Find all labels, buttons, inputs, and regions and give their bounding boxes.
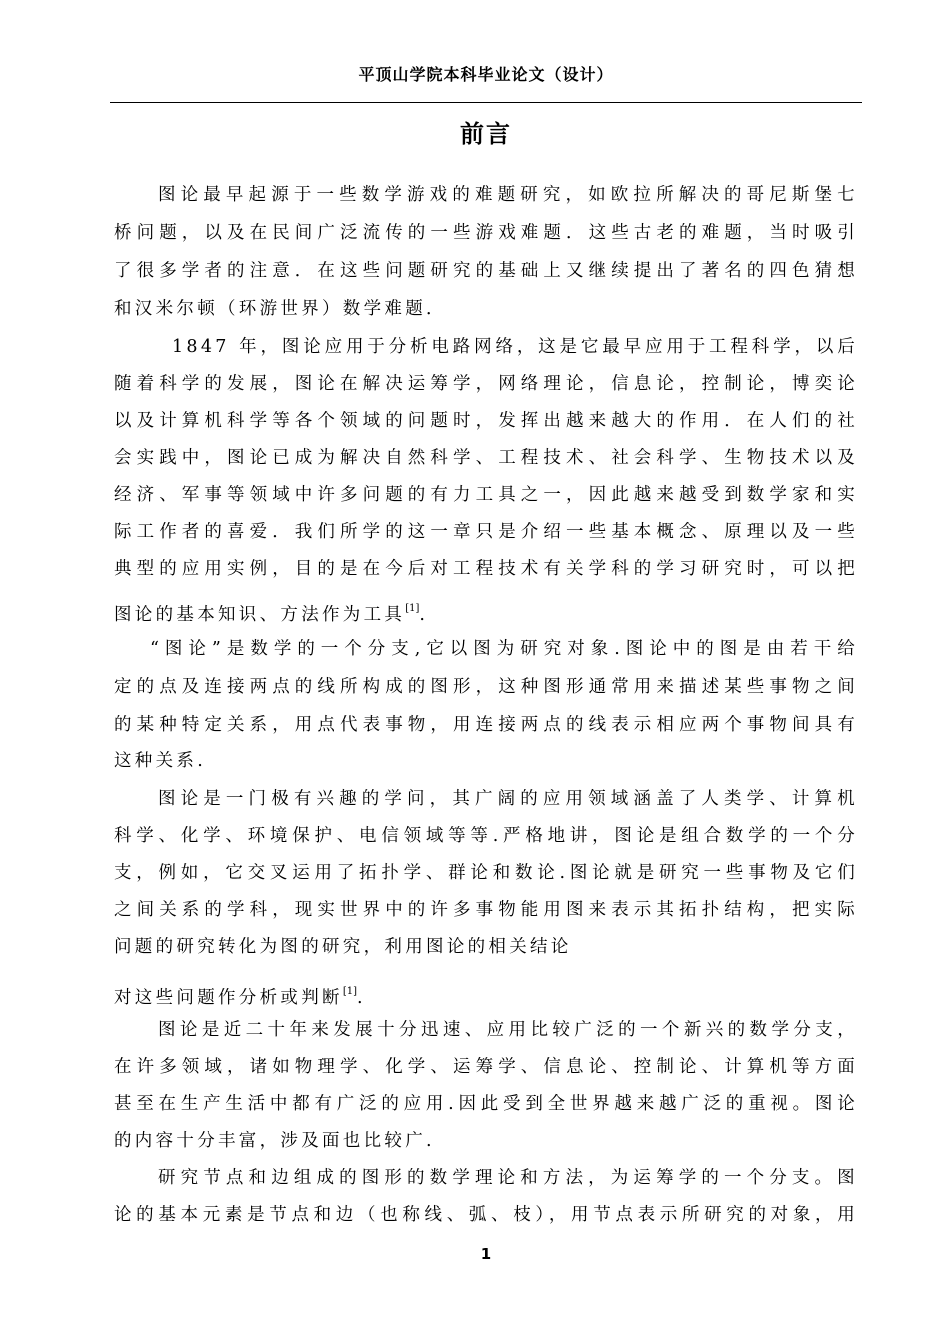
citation-marker: [1] — [342, 986, 357, 997]
text-line: 经济、军事等领域中许多问题的有力工具之一，因此越来越受到数学家和实 — [114, 485, 858, 505]
text-line: 图论是一门极有兴趣的学问，其广阔的应用领域涵盖了人类学、计算机 — [158, 789, 858, 809]
text-line: 图论最早起源于一些数学游戏的难题研究，如欧拉所解决的哥尼斯堡七 — [158, 185, 858, 205]
text-line: 和汉米尔顿（环游世界）数学难题． — [114, 299, 447, 319]
citation-marker: [1] — [405, 603, 420, 614]
text-line: 1847 年，图论应用于分析电路网络，这是它最早应用于工程科学，以后 — [172, 337, 858, 357]
text-line: 之间关系的学科，现实世界中的许多事物能用图来表示其拓扑结构，把实际 — [114, 900, 858, 920]
text-line: 在许多领域，诸如物理学、化学、运筹学、信息论、控制论、计算机等方面 — [114, 1057, 858, 1077]
text-line: 会实践中，图论已成为解决自然科学、工程技术、社会科学、生物技术以及 — [114, 448, 858, 468]
text-line: 际工作者的喜爱．我们所学的这一章只是介绍一些基本概念、原理以及一些 — [114, 522, 858, 542]
text-line: “图论”是数学的一个分支,它以图为研究对象.图论中的图是由若干给 — [150, 639, 858, 659]
text-line: 了很多学者的注意．在这些问题研究的基础上又继续提出了著名的四色猜想 — [114, 261, 858, 281]
period: . — [356, 988, 366, 1008]
section-title: 前言 — [460, 120, 512, 148]
text-line: 科学、化学、环境保护、电信领域等等.严格地讲，图论是组合数学的一个分 — [114, 826, 858, 846]
text-line: 问题的研究转化为图的研究，利用图论的相关结论 — [114, 937, 572, 957]
text-line: 图论是近二十年来发展十分迅速、应用比较广泛的一个新兴的数学分支， — [158, 1020, 858, 1040]
text-line: 支，例如，它交叉运用了拓扑学、群论和数论.图论就是研究一些事物及它们 — [114, 863, 858, 883]
text-line: 典型的应用实例，目的是在今后对工程技术有关学科的学习研究时，可以把 — [114, 559, 858, 579]
text-line: 随着科学的发展，图论在解决运筹学，网络理论，信息论，控制论，博奕论 — [114, 374, 858, 394]
text-line: 论的基本元素是节点和边（也称线、弧、枝），用节点表示所研究的对象，用 — [114, 1205, 858, 1225]
period: . — [419, 605, 429, 625]
text-line: 的某种特定关系，用点代表事物，用连接两点的线表示相应两个事物间具有 — [114, 715, 858, 735]
running-header: 平顶山学院本科毕业论文（设计） — [358, 65, 614, 84]
text-line: 定的点及连接两点的线所构成的图形，这种图形通常用来描述某些事物之间 — [114, 677, 858, 697]
header-rule — [110, 102, 862, 103]
text-segment: 图论的基本知识、方法作为工具 — [114, 605, 406, 625]
text-line-with-citation — [114, 977, 366, 1007]
text-segment: 对这些问题作分析或判断 — [114, 988, 343, 1008]
text-line: 桥问题，以及在民间广泛流传的一些游戏难题．这些古老的难题，当时吸引 — [114, 223, 858, 243]
text-line: 的内容十分丰富，涉及面也比较广. — [114, 1131, 435, 1151]
text-line: 以及计算机科学等各个领域的问题时，发挥出越来越大的作用．在人们的社 — [114, 411, 858, 431]
text-line: 研究节点和边组成的图形的数学理论和方法，为运筹学的一个分支。图 — [158, 1168, 858, 1188]
text-line: 这种关系. — [114, 751, 207, 771]
text-line-with-citation — [114, 594, 428, 624]
page-number: 1 — [480, 1245, 492, 1263]
text-line: 甚至在生产生活中都有广泛的应用.因此受到全世界越来越广泛的重视。图论 — [114, 1094, 858, 1114]
